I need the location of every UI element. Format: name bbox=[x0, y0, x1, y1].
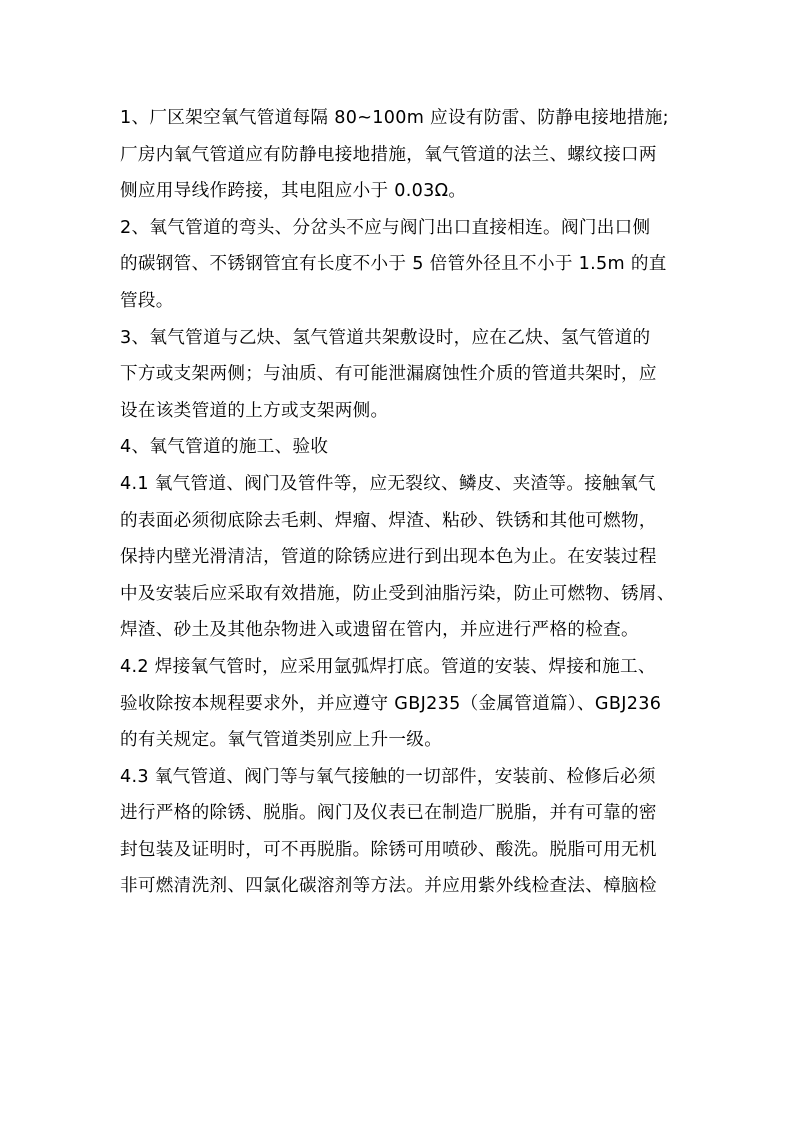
text-line: 厂房内氧气管道应有防静电接地措施，氧气管道的法兰、螺纹接口两 bbox=[120, 144, 657, 165]
text-line: 的有关规定。氧气管道类别应上升一级。 bbox=[120, 730, 443, 751]
text-line: 4.1 氧气管道、阀门及管件等，应无裂纹、鳞皮、夹渣等。接触氧气 bbox=[120, 473, 656, 494]
text-line: 1、厂区架空氧气管道每隔 80~100m 应设有防雷、防静电接地措施; bbox=[120, 108, 669, 128]
text-line: 焊渣、砂土及其他杂物进入或遗留在管内，并应进行严格的检查。 bbox=[120, 620, 639, 641]
text-line: 的碳钢管、不锈钢管宜有长度不小于 5 倍管外径且不小于 1.5m 的直 bbox=[120, 254, 667, 275]
text-line: 4.3 氧气管道、阀门等与氧气接触的一切部件，安装前、检修后必须 bbox=[120, 766, 656, 787]
text-line: 封包装及证明时，可不再脱脂。除锈可用喷砂、酸洗。脱脂可用无机 bbox=[120, 839, 657, 860]
text-line: 进行严格的除锈、脱脂。阀门及仪表已在制造厂脱脂，并有可靠的密 bbox=[120, 803, 657, 824]
text-line: 4.2 焊接氧气管时，应采用氩弧焊打底。管道的安装、焊接和施工、 bbox=[120, 656, 656, 677]
text-line: 下方或支架两侧；与油质、有可能泄漏腐蚀性介质的管道共架时，应 bbox=[120, 364, 657, 385]
text-line: 设在该类管道的上方或支架两侧。 bbox=[120, 400, 389, 421]
text-line: 验收除按本规程要求外，并应遵守 GBJ235（金属管道篇）、GBJ236 bbox=[120, 693, 662, 714]
text-line: 3、氧气管道与乙炔、氢气管道共架敷设时，应在乙炔、氢气管道的 bbox=[120, 327, 651, 348]
section-heading: 4、氧气管道的施工、验收 bbox=[120, 437, 329, 458]
text-line: 管段。 bbox=[120, 290, 174, 311]
text-line: 侧应用导线作跨接，其电阻应小于 0.03Ω。 bbox=[120, 181, 467, 202]
text-line: 中及安装后应采取有效措施，防止受到油脂污染，防止可燃物、锈屑、 bbox=[120, 583, 675, 604]
text-line: 的表面必须彻底除去毛刺、焊瘤、焊渣、粘砂、铁锈和其他可燃物， bbox=[120, 510, 657, 531]
text-line: 2、氧气管道的弯头、分岔头不应与阀门出口直接相连。阀门出口侧 bbox=[120, 217, 651, 238]
text-line: 非可燃清洗剂、四氯化碳溶剂等方法。并应用紫外线检查法、樟脑检 bbox=[120, 876, 657, 897]
text-line: 保持内壁光滑清洁，管道的除锈应进行到出现本色为止。在安装过程 bbox=[120, 547, 657, 568]
document-body bbox=[120, 100, 676, 905]
